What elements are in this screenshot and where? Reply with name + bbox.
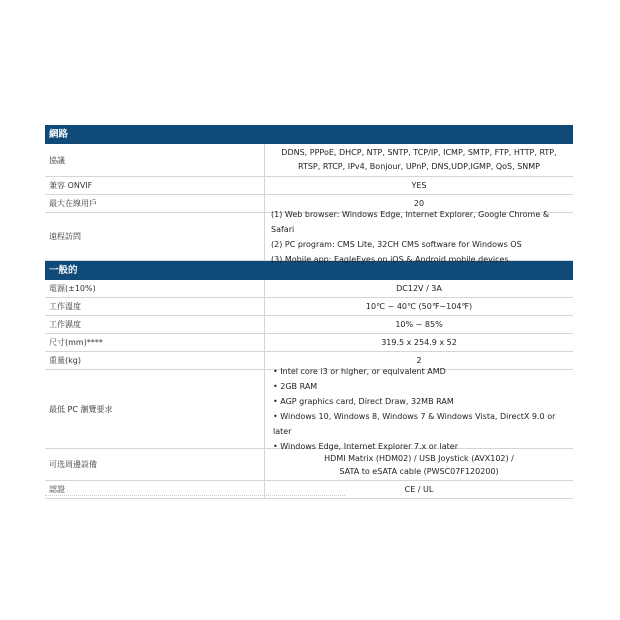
spec-label: 遠程訪問 — [45, 213, 265, 260]
spec-value — [265, 449, 573, 480]
spec-label: 電源(±10%) — [45, 280, 265, 297]
spec-label: 最低 PC 瀏覽要求 — [45, 370, 265, 448]
spec-value-line: 10℃ ~ 40℃ (50℉~104℉) — [365, 302, 473, 311]
spec-value-line: (2) PC program: CMS Lite, 32CH CMS software for Windows OS — [271, 239, 522, 249]
spec-label: 工作溫度 — [45, 298, 265, 315]
section-header-general: 一般的 — [45, 261, 573, 280]
spec-row-dimensions — [45, 334, 573, 352]
spec-table — [45, 125, 573, 499]
spec-label: 可选周邊設備 — [45, 449, 265, 480]
spec-value-line: • Windows 10, Windows 8, Windows 7 & Windows Vista, DirectX 9.0 or later — [273, 409, 569, 439]
spec-value-line: (1) Web browser: Windows Edge, Internet Explorer, Google Chrome & Safari — [271, 209, 550, 234]
spec-value-line: CE / UL — [404, 485, 434, 494]
spec-label: 工作濕度 — [45, 316, 265, 333]
spec-value-line: 319.5 x 254.9 x 52 — [381, 338, 457, 347]
spec-value — [265, 144, 573, 176]
spec-value-line: HDMI Matrix (HDM02) / USB Joystick (AVX102) / — [324, 453, 514, 463]
spec-label: 協議 — [45, 144, 265, 176]
spec-value-line: • Windows Edge, Internet Explorer 7.x or later — [273, 439, 458, 454]
spec-row-humidity — [45, 316, 573, 334]
spec-value-line: 10% ~ 85% — [395, 320, 443, 329]
spec-value-line: • 2GB RAM — [273, 379, 317, 394]
spec-row-temperature — [45, 298, 573, 316]
spec-label: 尺寸(mm)**** — [45, 334, 265, 351]
spec-value-line: 20 — [413, 199, 425, 208]
spec-label: 兼容 ONVIF — [45, 177, 265, 194]
spec-value — [265, 298, 573, 315]
spec-value — [265, 177, 573, 194]
spec-value-line: DC12V / 3A — [396, 284, 442, 293]
spec-value-line: DDNS, PPPoE, DHCP, NTP, SNTP, TCP/IP, ICMP, SMTP, FTP, HTTP, RTP, — [281, 148, 557, 157]
spec-row-protocols — [45, 144, 573, 177]
spec-value — [265, 367, 573, 451]
spec-value-line: RTSP, RTCP, IPv4, Bonjour, UPnP, DNS,UDP,IGMP, QoS, SNMP — [297, 162, 541, 171]
spec-label: 最大在線用戶 — [45, 195, 265, 212]
spec-label: 重量(kg) — [45, 352, 265, 369]
spec-value — [265, 209, 573, 264]
spec-value-line: • AGP graphics card, Direct Draw, 32MB RAM — [273, 394, 454, 409]
spec-row-peripherals — [45, 449, 573, 481]
spec-value-line: 2 — [416, 356, 422, 365]
spec-value — [265, 316, 573, 333]
spec-row-onvif — [45, 177, 573, 195]
spec-value — [265, 280, 573, 297]
footnote-divider — [45, 495, 345, 498]
spec-row-remote-access — [45, 209, 573, 264]
spec-value-line: • Intel core i3 or higher, or equivalent AMD — [273, 364, 446, 379]
spec-value-line: SATA to eSATA cable (PWSC07F120200) — [339, 466, 499, 476]
spec-row-power — [45, 280, 573, 298]
section-header-network: 網路 — [45, 125, 573, 144]
spec-label: 認證 — [45, 481, 265, 498]
spec-value — [265, 334, 573, 351]
spec-row-pc-requirements — [45, 367, 573, 451]
spec-value-line: (3) Mobile app: EagleEyes on iOS & Android mobile devices — [271, 254, 509, 264]
spec-value-line: YES — [411, 181, 427, 190]
